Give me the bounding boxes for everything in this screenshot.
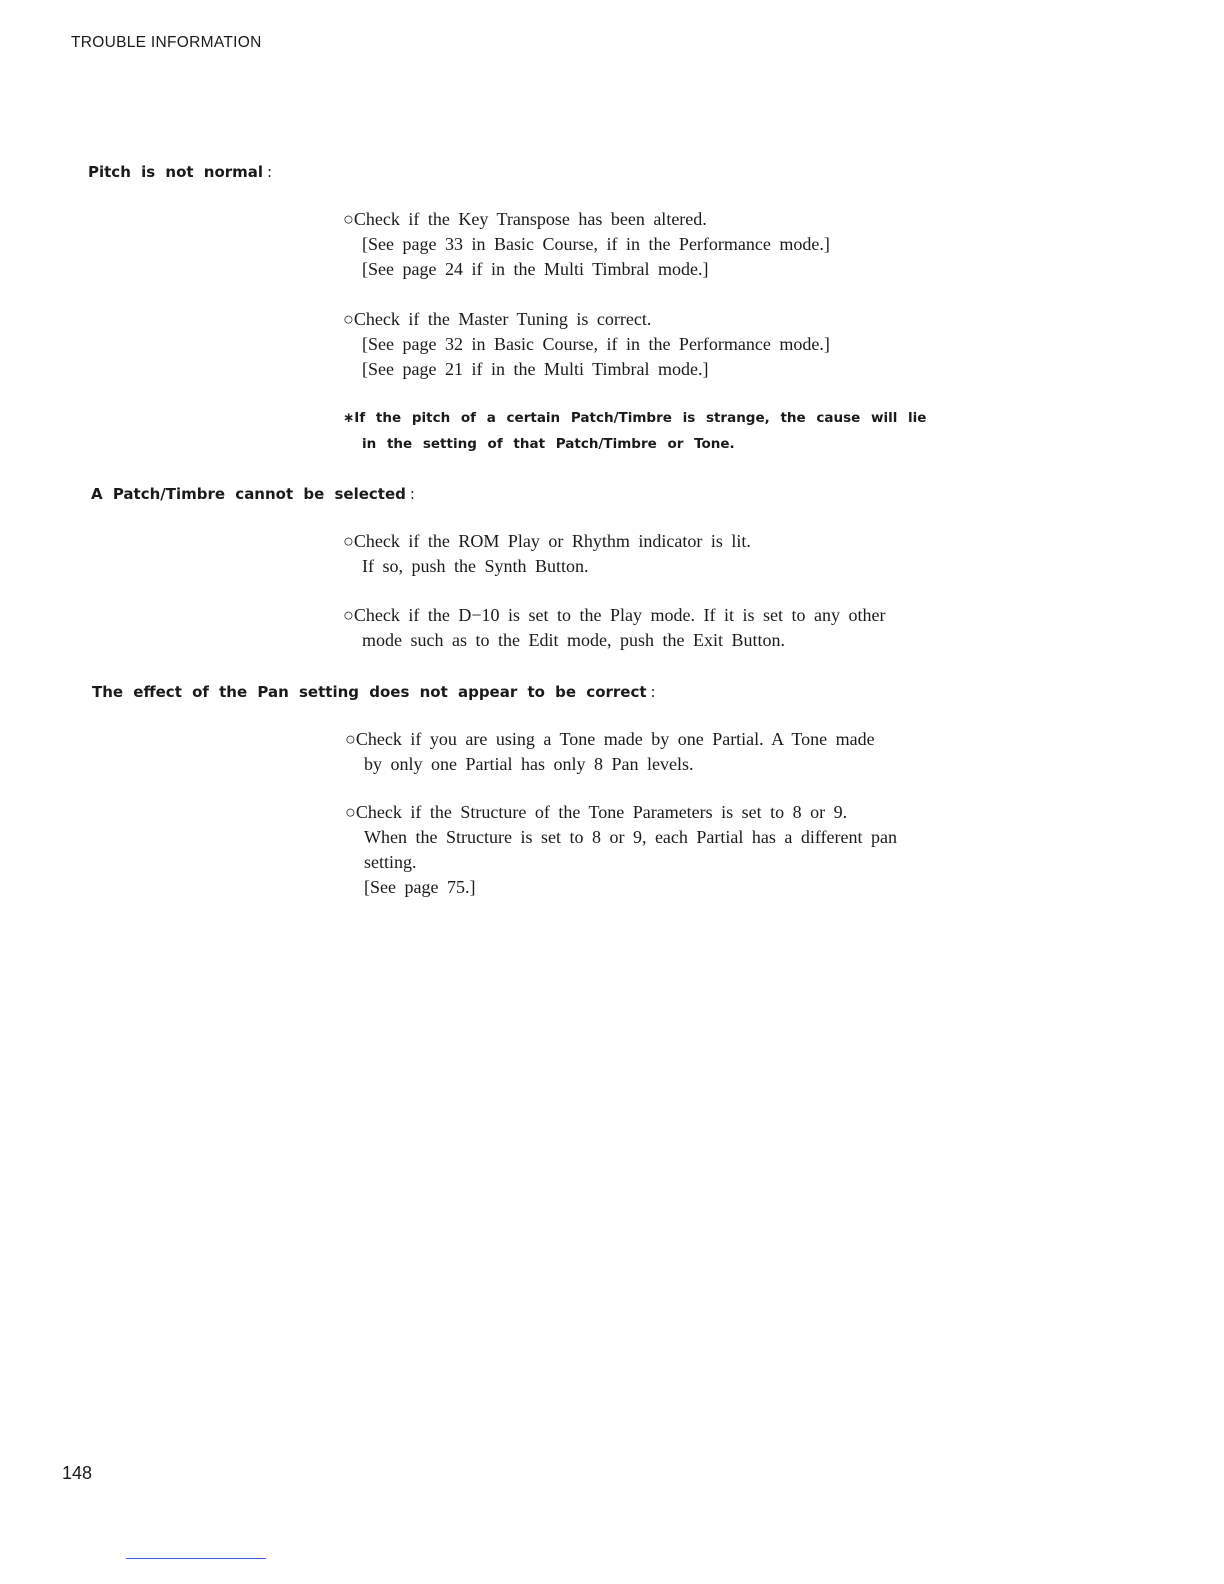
check-item-line: When the Structure is set to 8 or 9, each Partial has a different pan <box>364 827 898 847</box>
check-item-line: ○Check if the Key Transpose has been altered. <box>343 209 707 229</box>
note-line: ∗If the pitch of a certain Patch/Timbre is strange, the cause will lie <box>343 410 927 426</box>
check-item-play-mode <box>343 603 885 653</box>
check-item-line: mode such as to the Edit mode, push the Exit Button. <box>362 630 785 650</box>
check-item-line: ○Check if you are using a Tone made by one Partial. A Tone made <box>345 729 875 749</box>
section-heading-pitch <box>88 163 272 181</box>
check-item-line: [See page 33 in Basic Course, if in the Performance mode.] <box>362 234 830 254</box>
section-heading-patch-timbre <box>91 485 415 503</box>
check-item-line: ○Check if the Master Tuning is correct. <box>343 309 652 329</box>
section-heading-text: A Patch/Timbre cannot be selected <box>91 485 406 503</box>
heading-colon: : <box>409 485 415 503</box>
section-heading-text: Pitch is not normal <box>88 163 264 181</box>
page-number: 148 <box>62 1463 93 1483</box>
check-item-partial-tone <box>345 727 875 777</box>
check-item-structure <box>345 800 897 900</box>
note-line: in the setting of that Patch/Timbre or Tone. <box>362 436 735 452</box>
heading-colon: : <box>650 683 656 701</box>
check-item-line: setting. <box>364 852 417 872</box>
footer-rule <box>126 1558 266 1559</box>
page-header: TROUBLE INFORMATION <box>71 34 262 51</box>
check-item-line: If so, push the Synth Button. <box>362 556 589 576</box>
check-item-line: [See page 75.] <box>364 877 476 897</box>
check-item-master-tuning <box>343 307 830 382</box>
check-item-line: [See page 32 in Basic Course, if in the Performance mode.] <box>362 334 830 354</box>
pitch-note <box>343 405 926 457</box>
check-item-line: ○Check if the Structure of the Tone Parameters is set to 8 or 9. <box>345 802 848 822</box>
check-item-rom-play <box>343 529 751 579</box>
check-item-line: ○Check if the D−10 is set to the Play mode. If it is set to any other <box>343 605 886 625</box>
check-item-line: [See page 24 if in the Multi Timbral mode.] <box>362 259 709 279</box>
section-heading-text: The effect of the Pan setting does not appear to be correct <box>92 683 647 701</box>
check-item-line: [See page 21 if in the Multi Timbral mode.] <box>362 359 709 379</box>
check-item-line: ○Check if the ROM Play or Rhythm indicator is lit. <box>343 531 751 551</box>
heading-colon: : <box>267 163 273 181</box>
check-item-key-transpose <box>343 207 830 282</box>
check-item-line: by only one Partial has only 8 Pan levels. <box>364 754 694 774</box>
section-heading-pan-setting <box>92 683 656 701</box>
